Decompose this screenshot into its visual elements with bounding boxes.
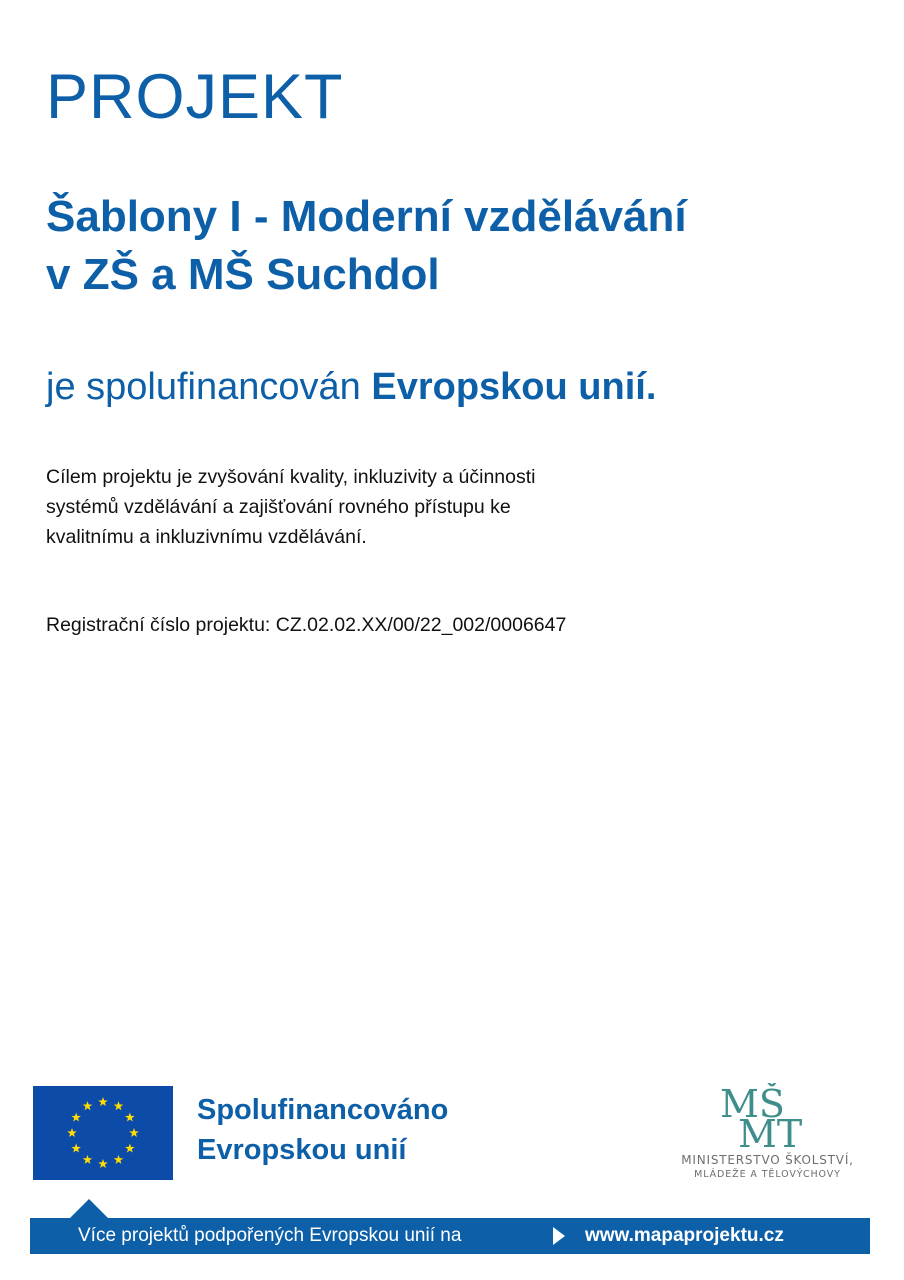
cofinancing-prefix: je spolufinancován [46,366,372,408]
eu-star-icon [114,1101,124,1110]
ministry-name-line-1: MINISTERSTVO ŠKOLSTVÍ, [681,1153,854,1167]
project-description [46,462,646,552]
footer-bar-notch [70,1199,108,1218]
footer-bar-text: Více projektů podpořených Evropskou unií na [78,1225,462,1246]
eu-star-icon [125,1144,135,1153]
cofund-line-2: Evropskou unií [197,1134,407,1166]
footer-bar [30,1218,870,1254]
cofunded-by-eu-text [197,1090,448,1170]
eu-star-icon [114,1155,124,1164]
arrow-right-icon [553,1227,565,1245]
project-title [46,188,866,304]
description-line-2: systémů vzdělávání a zajišťování rovného přístupu ke [46,496,511,518]
mapaprojektu-link[interactable]: www.mapaprojektu.cz [585,1225,784,1246]
registration-number: Registrační číslo projektu: CZ.02.02.XX/00/22_002/0006647 [46,614,567,636]
eu-star-icon [98,1097,108,1106]
eu-star-icon [83,1155,93,1164]
description-line-3: kvalitnímu a inkluzivnímu vzdělávání. [46,526,367,548]
cofinancing-eu: Evropskou unií. [371,366,657,408]
project-label: PROJEKT [46,62,344,132]
msmt-logo-icon [720,1083,820,1149]
eu-flag-icon [33,1086,173,1180]
msmt-logo [665,1083,875,1183]
project-title-line-2: v ZŠ a MŠ Suchdol [46,250,440,299]
project-title-line-1: Šablony I - Moderní vzdělávání [46,192,687,241]
eu-star-icon [71,1113,81,1122]
eu-star-icon [129,1128,139,1137]
eu-star-icon [67,1128,77,1137]
svg-text:MT: MT [738,1112,803,1149]
svg-text:MŠ: MŠ [720,1083,785,1126]
eu-star-icon [71,1144,81,1153]
ministry-name-line-2: MLÁDEŽE A TĚLOVÝCHOVY [694,1169,841,1180]
cofinancing-statement [46,365,656,411]
eu-star-icon [98,1159,108,1168]
cofund-line-1: Spolufinancováno [197,1094,449,1126]
eu-star-icon [83,1101,93,1110]
description-line-1: Cílem projektu je zvyšování kvality, inkluzivity a účinnosti [46,466,536,488]
eu-star-icon [125,1113,135,1122]
